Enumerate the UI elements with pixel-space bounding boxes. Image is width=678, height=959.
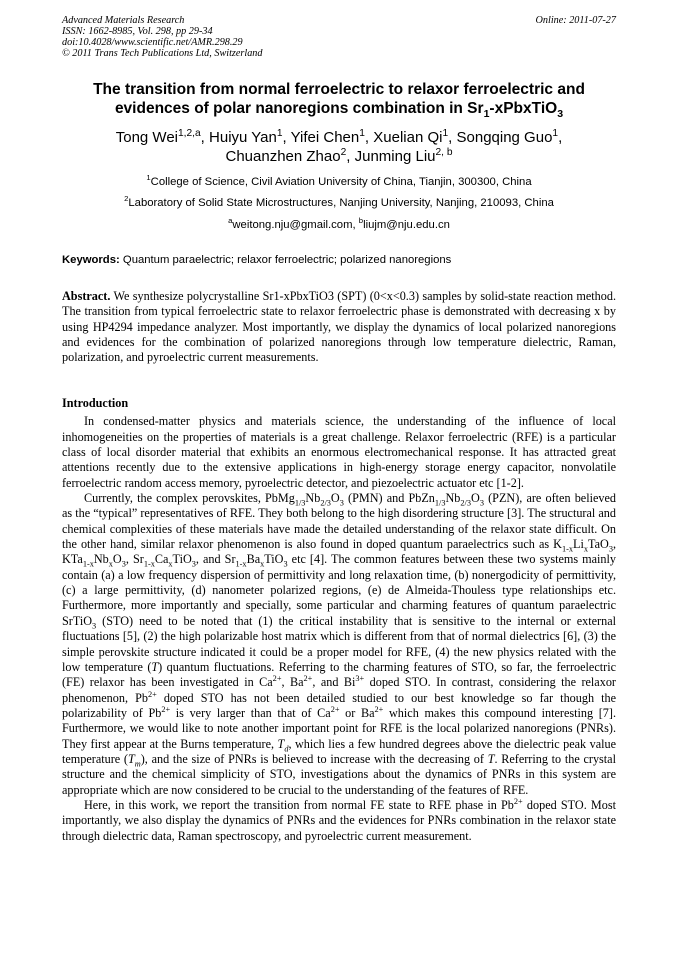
email-a-link[interactable]: weitong.nju@gmail.com <box>232 219 353 231</box>
paper-title <box>62 80 616 121</box>
online-date: Online: 2011-07-27 <box>535 15 616 26</box>
abstract-label: Abstract. <box>62 289 111 303</box>
authors-line-2: Chuanzhen Zhao$^2$, Junming Liu$^{2, b}$ <box>225 147 453 165</box>
abstract <box>62 289 616 366</box>
journal-copyright: © 2011 Trans Tech Publications Ltd, Switzerland <box>62 48 263 59</box>
introduction-section <box>62 396 616 844</box>
author-name: Huiyu Yan <box>209 129 277 146</box>
affiliation-1: $^1$College of Science, Civil Aviation University of China, Tianjin, 300300, China <box>146 173 532 188</box>
author-name: Xuelian Qi <box>373 129 443 146</box>
journal-issn: ISSN: 1662-8985, Vol. 298, pp 29-34 <box>62 26 213 37</box>
email-line: $^a$weitong.nju@gmail.com, $^b$liujm@nju.edu.cn <box>228 216 450 231</box>
affiliation-2: $^2$Laboratory of Solid State Microstructures, Nanjing University, Nanjing, 210093, China <box>124 194 554 209</box>
journal-doi: doi:10.4028/www.scientific.net/AMR.298.29 <box>62 37 243 48</box>
author-name: Junming Liu <box>354 148 436 165</box>
author-name: Tong Wei <box>115 129 178 146</box>
journal-name: Advanced Materials Research <box>62 15 185 26</box>
title-line-1: The transition from normal ferroelectric to relaxor ferroelectric and <box>93 81 585 98</box>
paragraph-3: Here, in this work, we report the transition from normal FE state to RFE phase in $Pb^{2+}$ doped STO. Most importantly, we also display the dynamics of PNRs and the evidences for PNRs combination in the relaxor state through dielectric data, Raman spectroscopy, and pyroelectric current measurement. <box>62 796 616 843</box>
keywords-text: Quantum paraelectric; relaxor ferroelectric; polarized nanoregions <box>122 254 452 266</box>
author-name: Songqing Guo <box>456 129 553 146</box>
abstract-text: We synthesize polycrystalline Sr1-xPbxTiO3 (SPT) (0<x<0.3) samples by solid-state reaction method. The transition from typical ferroelectric state to relaxor ferroelectric phase is demonstrated with decreasing x by using HP4294 impedance analyzer. Most importantly, we display the dynamics of local polarized nanoregions and evidences for the combination of polarized nanoregions through low temperature dielectric, Raman, polarization, and pyroelectric current measurements. <box>62 289 617 365</box>
paragraph-2: Currently, the complex perovskites, $PbMg_{1/3}Nb_{2/3}O_3$ (PMN) and $PbZn_{1/3}Nb_{2/3}O_3$ (PZN), are often believed as the “typical” representatives of RFE. They both belong to the high disordering structure [3]. The structural and chemical complexities of these materials have made the detailed understanding of the relaxor state difficult. On the other hand, similar relaxor phenomenon is also found in doped quantum paraelectrics such as $K_{1-x}Li_xTaO_3$, $KTa_{1-x}Nb_xO_3$, $Sr_{1-x}Ca_xTiO_3$, and $Sr_{1-x}Ba_xTiO_3$ etc [4]. The common features between these two systems mainly contain (a) a low frequency dispersion of permittivity and long relaxation time, (b) nonergodicity of permittivity, (c) a large permittivity, (d) nanometer polarized regions, (e) de Almeida-Thouless type relationships etc. Furthermore, more importantly and specially, some particular and charming features of quantum paraelectric SrTiO$_3$ (STO) need to be noted that (1) the critical instability that is sensitive to the internal or external fluctuations [5], (2) the high polarizable host matrix which is different from that of normal dielectrics [6], (3) the simple perovskite structure indicated it could be a proper model for RFE, (4) the new physics related with the low temperature (T) quantum fluctuations. Referring to the charming features of STO, so far, the ferroelectric (FE) relaxor has been investigated in $Ca^{2+}$, $Ba^{2+}$, and $Bi^{3+}$ doped STO. In contrast, considering the relaxor phenomenon, $Pb^{2+}$ doped STO has not been detailed studied to our best knowledge so far though the polarizability of $Pb^{2+}$ is very larger than that of $Ca^{2+}$ or $Ba^{2+}$ which makes this compound interesting [7]. Furthermore, we would like to note another important point for RFE is the local polarized nanoregions (PNRs). They first appear at the Burns temperature, $T_d$, which lies a few hundred degrees above the dielectric peak value temperature $(T_m)$, and the size of PNRs is believed to increase with the decreasing of T. Referring to the crystal structure and the chemical simplicity of STO, investigations about the dynamics of PNRs in this system are appropriate which are now considered to be crucial to the understanding of the features of RFE. <box>62 491 617 797</box>
paragraph-1: In condensed-matter physics and materials science, the understanding of the influence of local inhomogeneities on the properties of materials is a great challenge. Relaxor ferroelectric (RFE) is a particular class of local disorder material that exhibits an enormous electromechanical response. It has attracted great attentions recently due to the extensive applications in high-energy storage energy capacitor, nonvolatile ferroelectric random access memory, pyroelectric detector, and piezoelectric actuator etc [1-2]. <box>62 414 616 490</box>
title-line-2: evidences of polar nanoregions combination in $Sr_1-xPbxTiO_3$ <box>114 100 564 121</box>
keywords-label: Keywords: <box>62 254 120 266</box>
author-list <box>62 128 616 166</box>
section-heading: Introduction <box>62 396 129 410</box>
author-name: Chuanzhen Zhao <box>225 148 341 165</box>
keywords <box>62 253 616 267</box>
email-b-link[interactable]: liujm@nju.edu.cn <box>363 219 450 231</box>
author-name: Yifei Chen <box>290 129 360 146</box>
authors-line-1: Tong Wei$^{1,2,a}$, Huiyu Yan$^1$, Yifei Chen$^1$, Xuelian Qi$^1$, Songqing Guo$^1$, <box>115 128 563 146</box>
journal-header <box>62 15 616 59</box>
